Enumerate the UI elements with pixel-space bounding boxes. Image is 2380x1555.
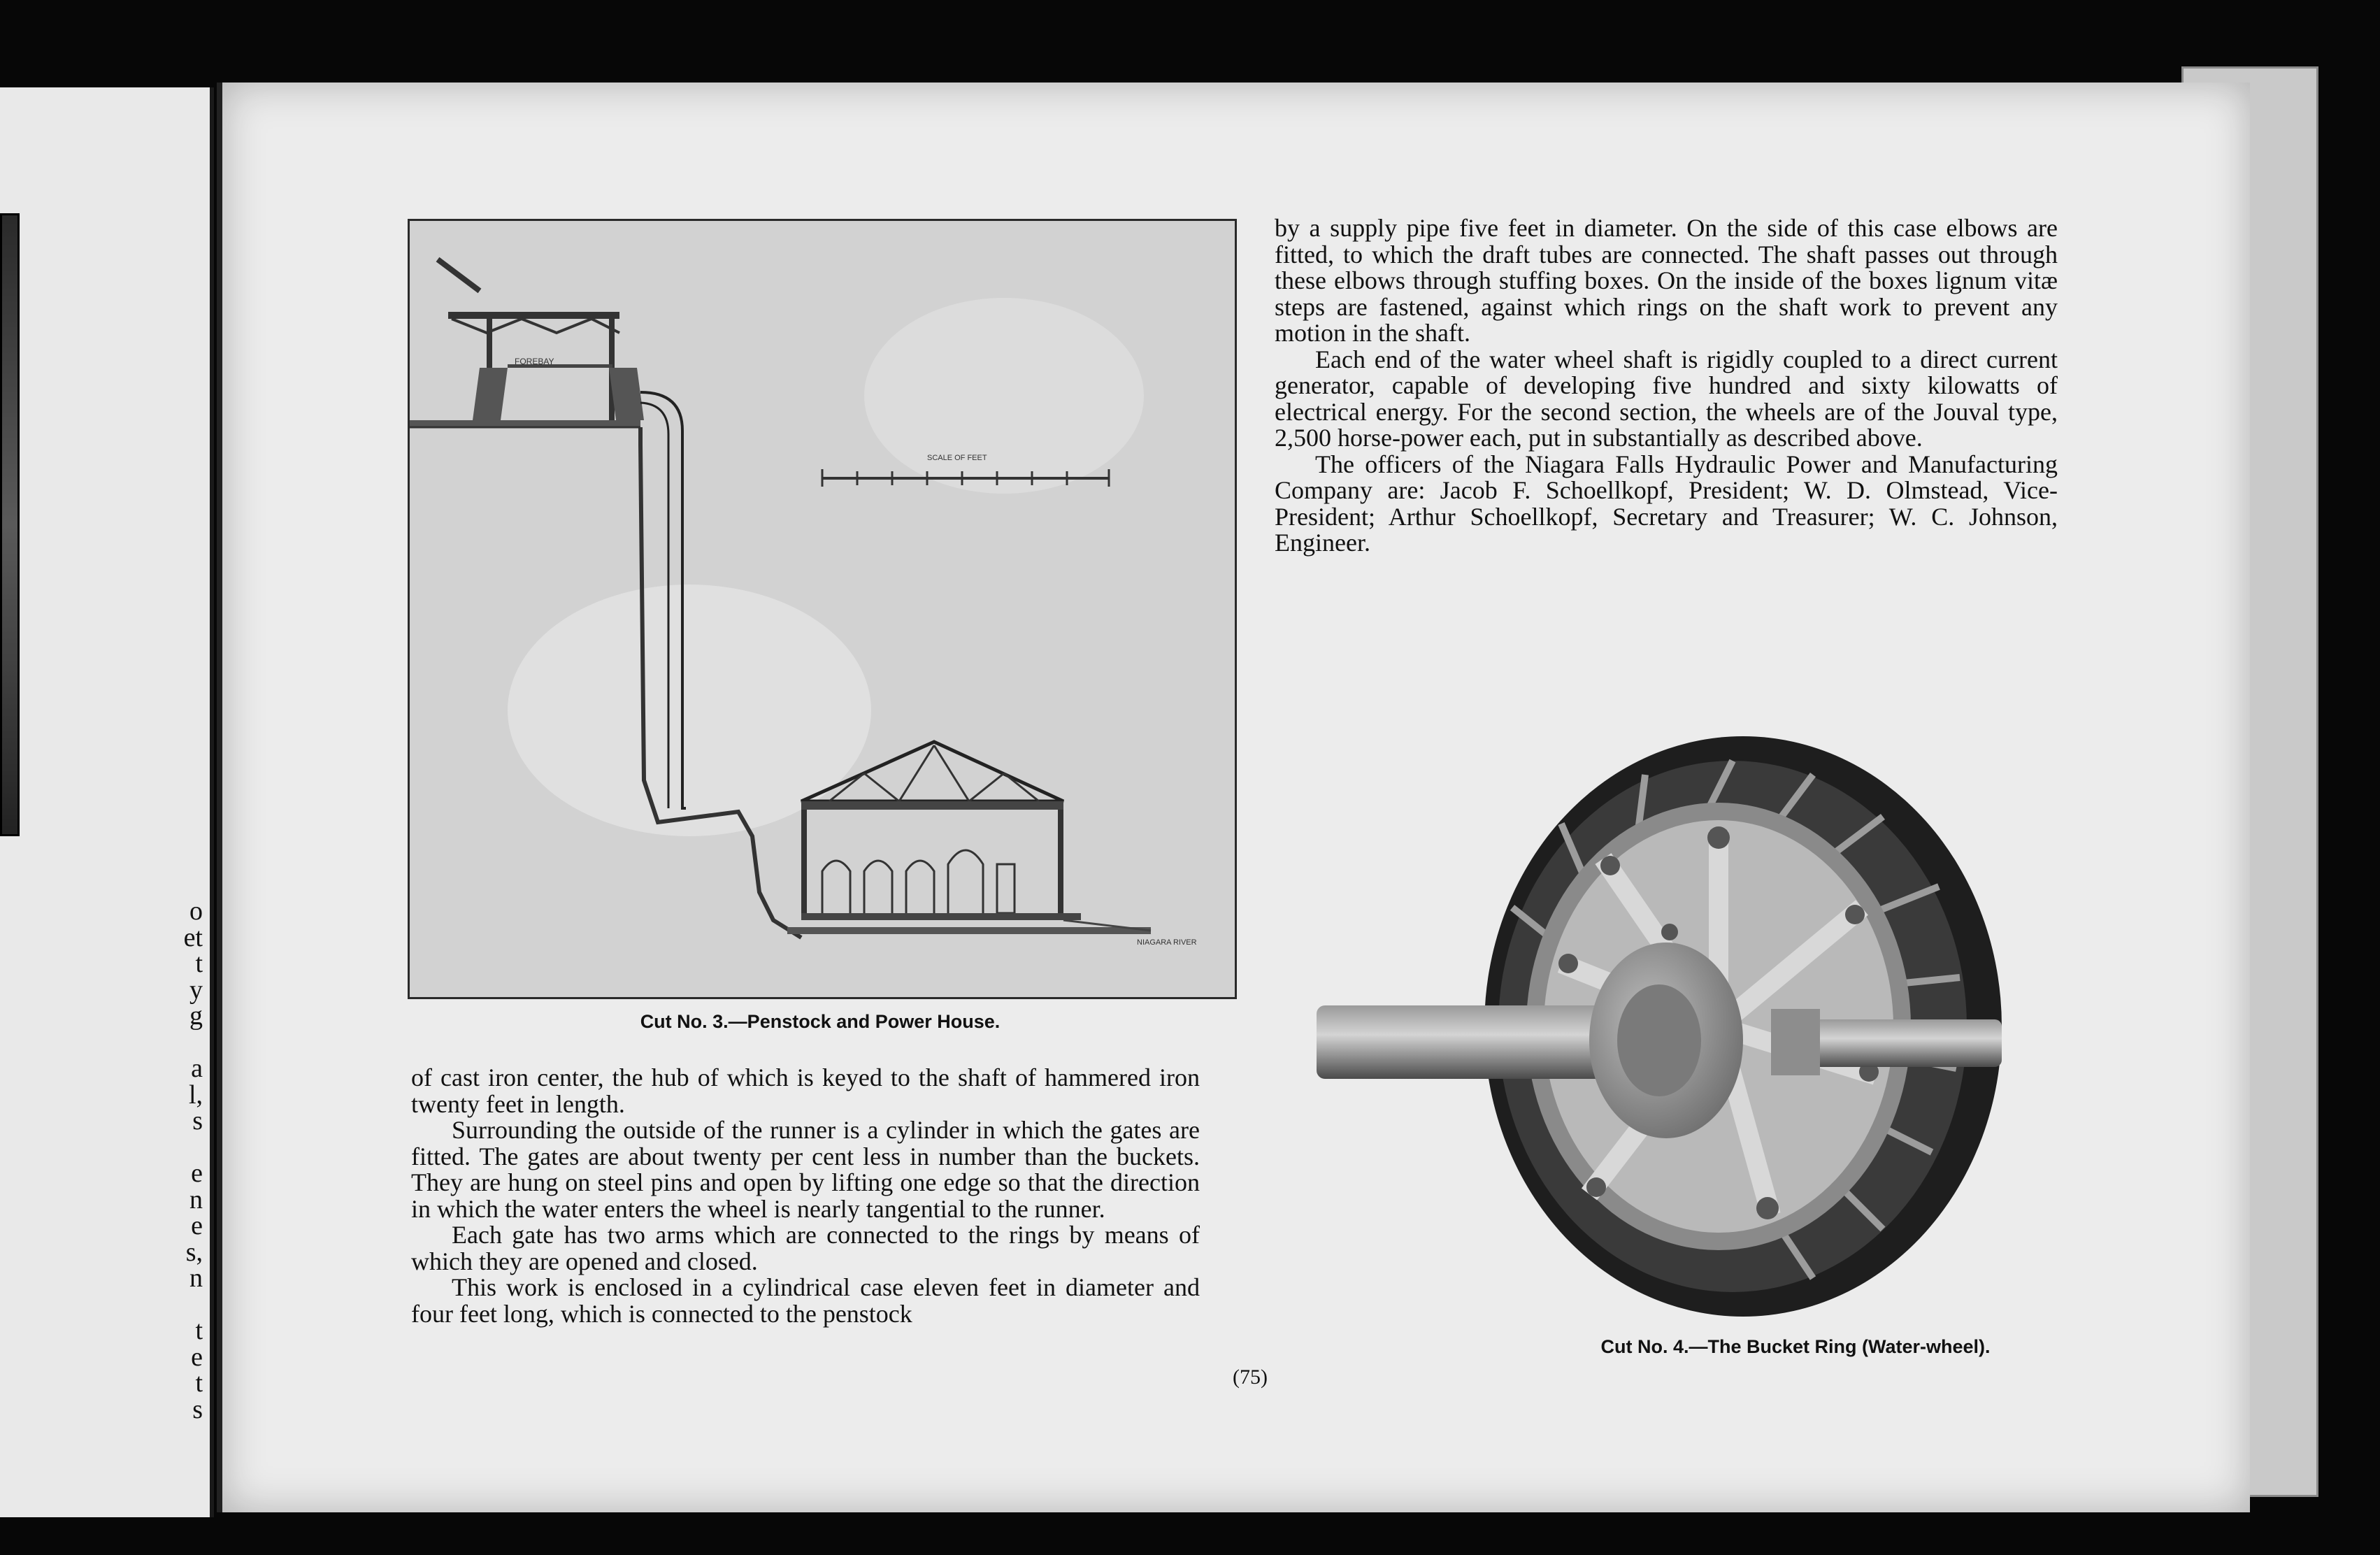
left-text-column [411, 1065, 1200, 1327]
water-wheel-drawing [1310, 656, 2079, 1425]
scale-label: SCALE OF FEET [927, 454, 987, 462]
right-paragraph-3: The officers of the Niagara Falls Hydraulic Power and Manufacturing Company are: Jacob F. Schoellkopf, President; W. D. Olmstead, Vice-President; Arthur Schoellkopf, Secretary and Treasurer; W. C. Johnson, Engineer. [1275, 450, 2058, 557]
left-paragraph-4: This work is enclosed in a cylindrical case eleven feet in diameter and four feet long, which is connected to the penstock [411, 1273, 1200, 1328]
facing-page-photo-edge [0, 213, 20, 836]
penstock-drawing [410, 221, 1235, 997]
right-paragraph-1: by a supply pipe five feet in diameter. On the side of this case elbows are fitted, to which the draft tubes are connected. The shaft passes out through these elbows through stuffing boxes. On the inside of the boxes lignum vitæ steps are fastened, against which rings on the shaft work to prevent any motion in the shaft. [1275, 214, 2058, 347]
bucket-ring-photo [1310, 656, 2079, 1425]
right-text-column [1275, 215, 2058, 557]
figure4-caption: Cut No. 4.—The Bucket Ring (Water-wheel). [1600, 1336, 1991, 1357]
right-paragraph-2: Each end of the water wheel shaft is rigidly coupled to a direct current generator, capable of developing five hundred and sixty kilowatts of electrical energy. For the second section, the wheels are of the Jouval type, 2,500 horse-power each, put in substantially as described above. [1275, 345, 2058, 452]
river-label: NIAGARA RIVER [1137, 938, 1197, 947]
forebay-label: FOREBAY [515, 357, 554, 366]
left-paragraph-2: Surrounding the outside of the runner is a cylinder in which the gates are fitted. The gates are about twenty per cent less in number than the buckets. They are hung on steel pins and open by lifting one edge so that the direction in which the water enters the wheel is nearly tangential to the runner. [411, 1116, 1200, 1223]
figure3-caption: Cut No. 3.—Penstock and Power House. [640, 1011, 1001, 1032]
facing-page-text-fragments: o et t y g a l, s e n e s, n t e t s [183, 896, 203, 1424]
facing-page [0, 87, 214, 1517]
left-paragraph-3: Each gate has two arms which are connected to the rings by means of which they are opened and closed. [411, 1221, 1200, 1275]
book-page [217, 83, 2250, 1512]
penstock-powerhouse-figure [408, 219, 1237, 999]
page-number: (75) [1233, 1366, 1268, 1389]
left-paragraph-1: of cast iron center, the hub of which is keyed to the shaft of hammered iron twenty feet in length. [411, 1063, 1200, 1118]
